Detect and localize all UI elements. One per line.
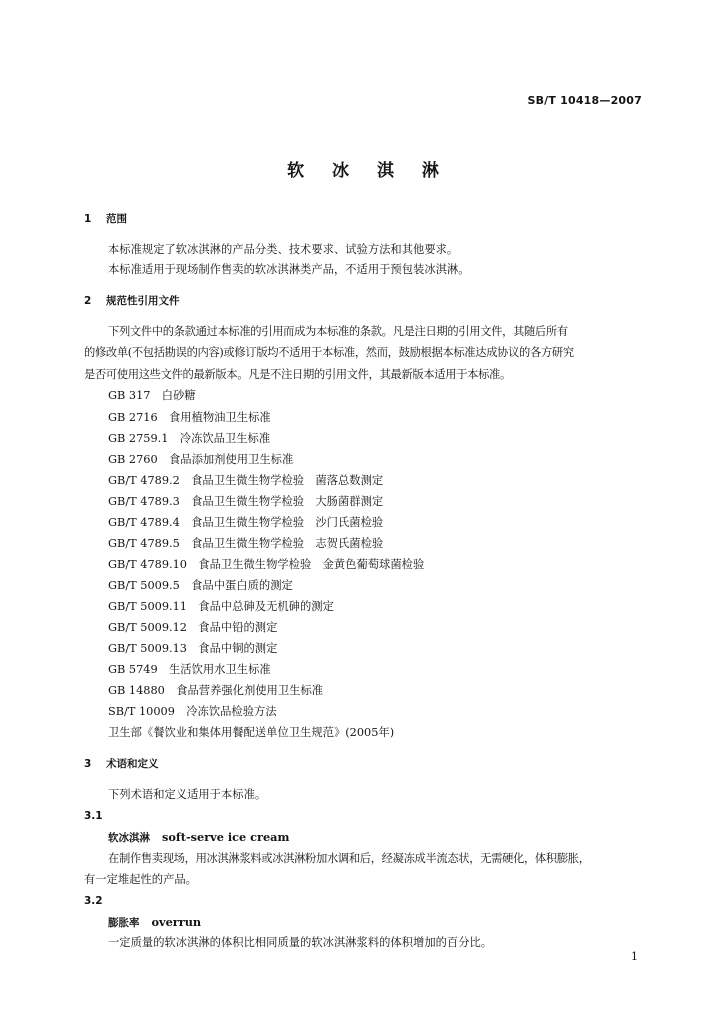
reference-code: GB 2760 <box>108 453 158 466</box>
term-english: overrun <box>151 915 202 929</box>
reference-item <box>108 516 383 530</box>
reference-code: GB 14880 <box>108 684 165 697</box>
reference-title: 白砂糖 <box>161 389 196 402</box>
reference-item <box>108 495 383 509</box>
paragraph-line: 下列文件中的条款通过本标准的引用而成为本标准的条款。凡是注日期的引用文件，其随后所有 <box>108 325 568 338</box>
reference-code: SB/T 10009 <box>108 705 175 718</box>
reference-title: 食品中总砷及无机砷的测定 <box>198 600 334 613</box>
reference-title: 冷冻饮品检验方法 <box>186 705 277 718</box>
term-entry <box>108 830 289 845</box>
document-title: 软 冰 淇 淋 <box>287 161 441 181</box>
section-title: 范围 <box>106 213 127 225</box>
section-number: 1 <box>84 213 92 225</box>
reference-item <box>108 432 270 446</box>
section-3-heading <box>84 757 159 771</box>
definition-line: 在制作售卖现场，用冰淇淋浆料或冰淇淋粉加水调和后，经凝冻成半流态状，无需硬化，体积膨胀， <box>108 852 590 865</box>
reference-code: 卫生部《餐饮业和集体用餐配送单位卫生规范》(2005年) <box>108 726 395 739</box>
reference-code: GB/T 5009.11 <box>108 600 187 613</box>
term-english: soft-serve ice cream <box>162 830 290 844</box>
reference-code: GB/T 4789.10 <box>108 558 187 571</box>
paragraph: 下列术语和定义适用于本标准。 <box>108 788 267 801</box>
reference-title: 食品中铅的测定 <box>198 621 278 634</box>
term-entry <box>108 915 201 930</box>
reference-title: 冷冻饮品卫生标准 <box>179 432 271 445</box>
reference-item <box>108 642 277 656</box>
reference-title: 食品添加剂使用卫生标准 <box>168 453 294 466</box>
reference-item <box>108 411 271 425</box>
reference-code: GB 5749 <box>108 663 158 676</box>
term-chinese: 膨胀率 <box>108 917 140 929</box>
reference-item <box>108 558 424 572</box>
reference-title: 食品卫生微生物学检验 菌落总数测定 <box>191 474 384 487</box>
reference-title: 食品卫生微生物学检验 大肠菌群测定 <box>191 495 384 508</box>
reference-item <box>108 453 293 467</box>
paragraph-line: 的修改单(不包括勘误的内容)或修订版均不适用于本标准，然而，鼓励根据本标准达成协议的各方研究 <box>84 346 574 359</box>
page-number: 1 <box>631 950 638 963</box>
standard-number: SB/T 10418—2007 <box>527 94 642 107</box>
reference-title: 食品中蛋白质的测定 <box>191 579 293 592</box>
reference-title: 食品卫生微生物学检验 志贺氏菌检验 <box>191 537 384 550</box>
definition-line: 有一定堆起性的产品。 <box>84 873 197 886</box>
section-number: 3 <box>84 758 92 770</box>
reference-title: 食品中铜的测定 <box>198 642 278 655</box>
reference-item <box>108 726 394 740</box>
reference-item <box>108 663 271 677</box>
reference-code: GB 317 <box>108 389 151 402</box>
reference-code: GB/T 5009.13 <box>108 642 187 655</box>
reference-title: 食品卫生微生物学检验 金黄色葡萄球菌检验 <box>198 558 425 571</box>
section-title: 术语和定义 <box>106 758 159 770</box>
section-number: 2 <box>84 295 92 307</box>
subsection-number: 3.1 <box>84 810 103 822</box>
reference-code: GB/T 4789.4 <box>108 516 180 529</box>
reference-code: GB/T 4789.5 <box>108 537 180 550</box>
term-chinese: 软冰淇淋 <box>108 832 150 844</box>
reference-item <box>108 537 383 551</box>
reference-title: 食品卫生微生物学检验 沙门氏菌检验 <box>191 516 384 529</box>
reference-item <box>108 684 323 698</box>
reference-title: 食品营养强化剂使用卫生标准 <box>176 684 324 697</box>
reference-item <box>108 621 277 635</box>
reference-code: GB 2759.1 <box>108 432 169 445</box>
paragraph: 本标准规定了软冰淇淋的产品分类、技术要求、试验方法和其他要求。 <box>108 243 459 256</box>
reference-title: 食用植物油卫生标准 <box>168 411 271 424</box>
reference-code: GB/T 5009.5 <box>108 579 180 592</box>
reference-code: GB/T 4789.2 <box>108 474 180 487</box>
paragraph-line: 是否可使用这些文件的最新版本。凡是不注日期的引用文件，其最新版本适用于本标准。 <box>84 368 511 381</box>
reference-code: GB 2716 <box>108 411 158 424</box>
reference-item <box>108 474 383 488</box>
reference-code: GB/T 5009.12 <box>108 621 187 634</box>
section-title: 规范性引用文件 <box>106 295 180 307</box>
subsection-number: 3.2 <box>84 895 103 907</box>
paragraph: 本标准适用于现场制作售卖的软冰淇淋类产品，不适用于预包装冰淇淋。 <box>108 263 470 276</box>
reference-title: 生活饮用水卫生标准 <box>168 663 271 676</box>
reference-item <box>108 389 196 403</box>
section-2-heading <box>84 294 180 308</box>
definition-line: 一定质量的软冰淇淋的体积比相同质量的软冰淇淋浆料的体积增加的百分比。 <box>108 936 493 949</box>
reference-item <box>108 600 334 614</box>
reference-code: GB/T 4789.3 <box>108 495 180 508</box>
reference-item <box>108 579 293 593</box>
section-1-heading <box>84 212 127 226</box>
reference-item <box>108 705 277 719</box>
